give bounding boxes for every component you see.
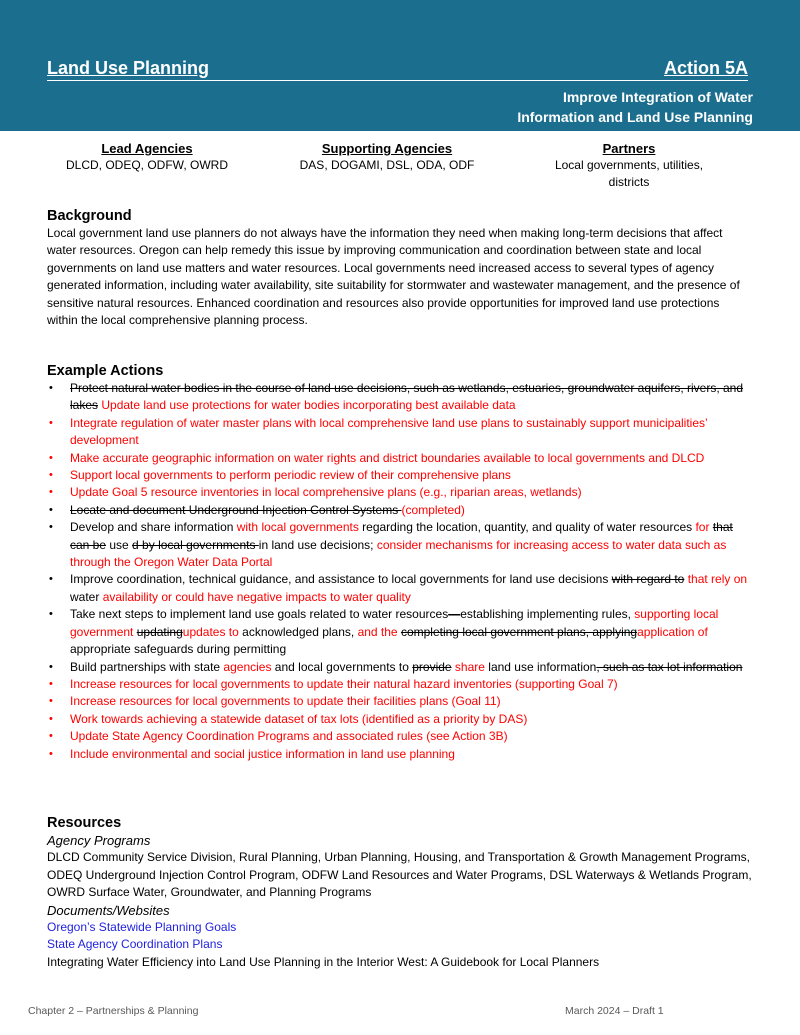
partners-list-2: districts (608, 175, 650, 189)
bullet: • (49, 521, 53, 534)
deleted-text: — (448, 607, 461, 622)
added-text: that rely on (687, 572, 748, 587)
added-text: Work towards achieving a statewide dataset of tax lots (identified as a priority by DAS) (70, 711, 528, 726)
bullet: • (49, 747, 53, 760)
item-text: Build partnerships with state (70, 659, 224, 674)
added-text: share (454, 659, 485, 674)
deleted-text: d by local governments (132, 537, 259, 552)
added-text: updates to (182, 624, 239, 639)
subtitle-line-2: Information and Land Use Planning (517, 109, 753, 125)
bullet: • (49, 695, 53, 708)
list-item (47, 450, 753, 467)
added-text: Include environmental and social justice information in land use planning (70, 746, 455, 761)
supporting-agencies (287, 140, 487, 174)
list-item (47, 728, 753, 745)
list-item (47, 676, 753, 693)
list-item (47, 484, 753, 501)
lead-agencies (47, 140, 247, 174)
agency-programs-label: Agency Programs (47, 833, 151, 848)
item-text: Develop and share information (70, 520, 237, 535)
added-text: availability or could have negative impacts to water quality (102, 589, 411, 604)
deleted-text: that can be (70, 520, 733, 552)
bullet: • (49, 469, 53, 482)
item-text: use (106, 537, 133, 552)
added-text: and the (357, 624, 398, 639)
bullet: • (49, 712, 53, 725)
item-text: acknowledged plans, (238, 624, 358, 639)
example-actions-list (47, 380, 753, 763)
deleted-text: provide (412, 659, 452, 674)
lead-agencies-list: DLCD, ODEQ, ODFW, OWRD (66, 158, 228, 172)
subtitle-line-1: Improve Integration of Water (562, 89, 753, 105)
bullet: • (49, 416, 53, 429)
item-text: appropriate safeguards during permitting (70, 642, 287, 657)
list-item (47, 606, 753, 658)
added-text: (completed) (401, 502, 465, 517)
list-item (47, 380, 753, 415)
list-item (47, 659, 753, 676)
header-banner (0, 0, 800, 131)
example-actions-section (47, 362, 753, 763)
example-actions-heading: Example Actions (47, 363, 164, 379)
background-section (47, 207, 753, 329)
added-text: Support local governments to perform periodic review of their comprehensive plans (70, 468, 511, 483)
item-text: regarding the location, quantity, and quality of water resources (358, 520, 696, 535)
background-heading: Background (47, 208, 132, 224)
added-text: Update land use protections for water bodies incorporating best available data (98, 398, 516, 413)
list-item (47, 502, 753, 519)
added-text: Increase resources for local governments to update their natural hazard inventories (supporting Goal 7) (70, 676, 618, 691)
added-text: Update Goal 5 resource inventories in local comprehensive plans (e.g., riparian areas, wetlands) (70, 485, 582, 500)
list-item (47, 746, 753, 763)
added-text: Update State Agency Coordination Programs and associated rules (see Action 3B) (70, 729, 508, 744)
bullet: • (49, 382, 53, 394)
resources-heading: Resources (47, 815, 122, 831)
list-item (47, 711, 753, 728)
list-item (47, 415, 753, 450)
lead-agencies-title: Lead Agencies (101, 141, 193, 156)
list-item (47, 467, 753, 484)
item-text: and local governments to (271, 659, 413, 674)
item-text: water (70, 589, 103, 604)
added-text: for (695, 520, 710, 535)
deleted-text: updating (136, 624, 183, 639)
footer-chapter: Chapter 2 – Partnerships & Planning (28, 1005, 199, 1017)
background-text: Local government land use planners do not always have the information they need when making long-term decisions that affect water resources. Oregon can help remedy this issue by improving communication and coordination between state and local governments on land use matters and water resources. Local governments need increased access to several types of agency generated information, including water availability, site suitability for stormwater and wastewater management, and the presence of sensitive natural resources. Enhanced coordination and resources also provide opportunities for improved land use protections within the local comprehensive planning process. (47, 226, 740, 328)
supporting-agencies-title: Supporting Agencies (321, 141, 453, 156)
header-rule (47, 80, 748, 81)
state-agency-coordination-plans-link[interactable]: State Agency Coordination Plans (47, 937, 223, 952)
deleted-text: completing local government plans, applying (400, 624, 638, 639)
partners (529, 140, 729, 191)
agency-programs-text: DLCD Community Service Division, Rural Planning, Urban Planning, Housing, and Transportation & Growth Management Programs, ODEQ Underground Injection Control Program, ODFW Land Resources and Water Programs, DSL Waterways & Wetlands Program, OWRD Surface Water, Groundwater, and Planning Programs (47, 850, 752, 900)
section-title: Land Use Planning (47, 58, 210, 78)
deleted-text: with regard to (611, 572, 685, 587)
added-text: with local governments (236, 520, 359, 535)
deleted-text: Locate and document Underground Injection Control Systems (70, 502, 402, 517)
bullet: • (49, 677, 53, 690)
added-text: Increase resources for local governments to update their facilities plans (Goal 11) (70, 694, 501, 709)
added-text: consider mechanisms for increasing access to water data such as through the Oregon Water Data Portal (70, 537, 727, 570)
item-text: in land use decisions; (258, 537, 377, 552)
bullet: • (49, 503, 53, 516)
item-text: Improve coordination, technical guidance, and assistance to local governments for land use decisions (70, 572, 612, 587)
added-text: supporting local government (70, 607, 719, 639)
item-text: land use information (484, 659, 597, 674)
bullet: • (49, 660, 53, 673)
added-text: application of (637, 624, 708, 639)
supporting-agencies-list: DAS, DOGAMI, DSL, ODA, ODF (299, 158, 475, 172)
added-text: agencies (223, 659, 272, 674)
resources-section (47, 814, 753, 971)
deleted-text: Protect natural water bodies in the course of land use decisions, such as wetlands, estuaries, groundwater aquifers, rivers, and lakes (70, 381, 744, 413)
action-number: Action 5A (663, 58, 748, 78)
list-item (47, 693, 753, 710)
bullet: • (49, 451, 53, 464)
item-text: establishing implementing rules, (460, 607, 635, 622)
bullet: • (49, 608, 53, 621)
added-text: Make accurate geographic information on water rights and district boundaries available to local governments and DLCD (70, 450, 705, 465)
added-text: Integrate regulation of water master plans with local comprehensive land use plans to sustainably support municipalities’ development (70, 415, 708, 448)
bullet: • (49, 486, 53, 499)
bullet: • (49, 730, 53, 743)
list-item (47, 571, 753, 606)
guidebook-reference: Integrating Water Efficiency into Land Use Planning in the Interior West: A Guidebook for Local Planners (47, 954, 600, 969)
partners-list-1: Local governments, utilities, (554, 158, 704, 172)
item-text: Take next steps to implement land use goals related to water resources (70, 607, 449, 622)
statewide-planning-goals-link[interactable]: Oregon’s Statewide Planning Goals (47, 920, 237, 935)
footer-date: March 2024 – Draft 1 (565, 1005, 664, 1017)
deleted-text: , such as tax lot information (596, 659, 743, 674)
partners-title: Partners (602, 141, 656, 156)
action-subtitle (333, 87, 753, 127)
list-item (47, 519, 753, 571)
documents-label: Documents/Websites (47, 902, 170, 918)
bullet: • (49, 573, 53, 586)
